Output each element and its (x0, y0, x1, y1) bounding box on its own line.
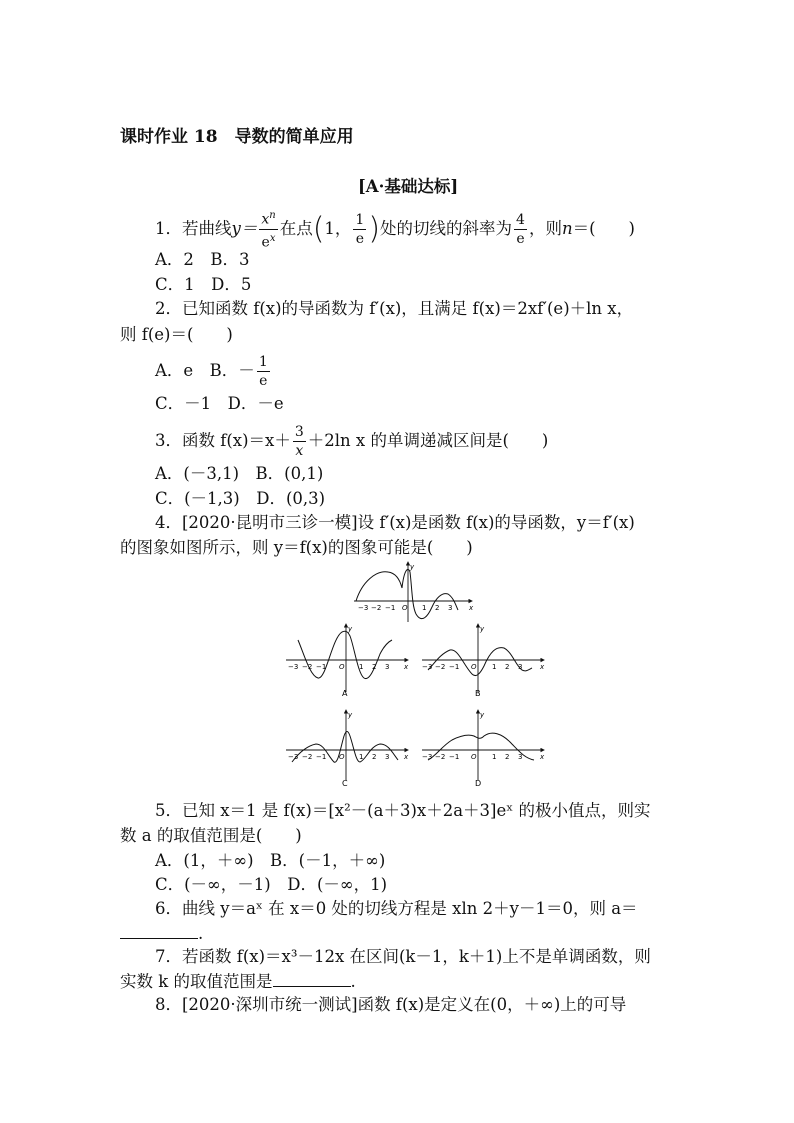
svg-text:3: 3 (385, 663, 390, 671)
svg-text:O: O (339, 753, 345, 761)
fraction-1-over-e: $\frac{1}{e}$ (258, 354, 268, 389)
svg-text:−3: −3 (288, 753, 299, 761)
question-4-line1: 4．[2020·昆明市三诊一模]设 f′(x)是函数 f(x)的导函数，y＝f′(x) (155, 513, 635, 532)
question-6-line2: . (120, 922, 203, 945)
svg-text:2: 2 (372, 753, 377, 761)
question-8-line1: 8．[2020·深圳市统一测试]函数 f(x)是定义在(0，＋∞)上的可导 (155, 995, 627, 1014)
svg-text:O: O (339, 663, 345, 671)
svg-text:−2: −2 (435, 663, 446, 671)
option-b-curve (428, 648, 532, 676)
question-7-line1: 7．若函数 f(x)＝x³－12x 在区间(k－1，k＋1)上不是单调函数，则 (155, 947, 651, 966)
page-title: 课时作业 18 导数的简单应用 (120, 127, 354, 147)
svg-text:−1: −1 (316, 753, 327, 761)
svg-text:O: O (402, 604, 408, 612)
option-d-graph[interactable] (422, 710, 545, 788)
svg-text:3: 3 (385, 753, 390, 761)
svg-text:−2: −2 (302, 753, 313, 761)
option-c-label: C (342, 779, 348, 788)
svg-text:x: x (404, 663, 409, 671)
option-b-graph[interactable] (422, 624, 545, 698)
q5-options-ab: A．(1，＋∞) B．(－1，＋∞) (155, 851, 386, 870)
svg-text:3: 3 (448, 604, 453, 612)
svg-text:O: O (471, 753, 477, 761)
question-5-line2: 数 a 的取值范围是( ) (120, 826, 302, 845)
q1-options-cd: C．1 D．5 (155, 275, 252, 294)
svg-text:y: y (480, 711, 485, 719)
svg-text:−1: −1 (449, 663, 460, 671)
question-5-line1: 5．已知 x＝1 是 f(x)＝[x²－(a＋3)x＋2a＋3]eˣ 的极小值点，则实 (155, 801, 651, 820)
question-4-line2: 的图象如图所示，则 y＝f(x)的图象可能是( ) (120, 538, 473, 557)
q7-answer-blank[interactable] (273, 970, 351, 987)
fraction-x-n-over-e-x: $\frac{x^n}{e^x}$ (259, 207, 277, 251)
svg-text:−1: −1 (316, 663, 327, 671)
svg-text:1: 1 (359, 753, 364, 761)
option-a-label: A (342, 689, 348, 698)
fraction-1-over-e: $\frac{1}{e}$ (355, 212, 365, 247)
q2-options-ab: A．e B．－ $\frac{1}{e}$ (155, 354, 268, 389)
option-c-graph[interactable] (286, 710, 409, 788)
svg-text:−3: −3 (422, 753, 433, 761)
fraction-3-over-x: $\frac{3}{x}$ (294, 424, 304, 459)
svg-text:1: 1 (359, 663, 364, 671)
svg-text:2: 2 (435, 604, 440, 612)
question-1: 1．若曲线y＝ $\frac{x^n}{e^x}$ 在点(1， $\frac{1}{e}$ )处的切线的斜率为 $\frac{4}{e}$ ，则n＝( ) (155, 206, 635, 252)
svg-text:x: x (540, 753, 545, 761)
svg-text:1: 1 (492, 753, 497, 761)
svg-text:y: y (348, 625, 353, 633)
svg-text:y: y (348, 711, 353, 719)
option-a-graph[interactable] (286, 624, 409, 698)
derivative-graph (354, 562, 474, 622)
svg-text:1: 1 (422, 604, 427, 612)
svg-text:y: y (410, 563, 415, 571)
svg-text:3: 3 (518, 753, 523, 761)
q3-options-ab: A．(－3,1) B．(0,1) (155, 464, 324, 483)
svg-text:O: O (471, 663, 477, 671)
svg-text:x: x (540, 663, 545, 671)
svg-text:x: x (469, 604, 474, 612)
svg-text:y: y (480, 625, 485, 633)
svg-text:−3: −3 (422, 663, 433, 671)
svg-text:3: 3 (518, 663, 523, 671)
q3-options-cd: C．(－1,3) D．(0,3) (155, 489, 326, 508)
option-a-curve (298, 631, 392, 678)
q1-options-ab: A．2 B．3 (155, 250, 250, 269)
svg-text:2: 2 (505, 663, 510, 671)
q2-options-cd: C．－1 D．－e (155, 394, 284, 413)
q5-options-cd: C．(－∞，－1) D．(－∞，1) (155, 875, 388, 894)
fraction-4-over-e: $\frac{4}{e}$ (516, 212, 525, 247)
question-3: 3．函数 f(x)＝x＋ $\frac{3}{x}$ ＋2ln x 的单调递减区间是( ) (155, 424, 549, 459)
question-2-line1: 2．已知函数 f(x)的导函数为 f′(x)，且满足 f(x)＝2xf′(e)＋ln x， (155, 299, 634, 318)
svg-text:1: 1 (492, 663, 497, 671)
section-heading: [A·基础达标] (358, 177, 459, 196)
svg-text:−1: −1 (385, 604, 396, 612)
question-6-line1: 6．曲线 y＝aˣ 在 x＝0 处的切线方程是 xln 2＋y－1＝0，则 a＝ (155, 899, 638, 918)
question-7-line2: 实数 k 的取值范围是 . (120, 972, 356, 991)
q6-answer-blank[interactable] (120, 922, 198, 939)
svg-text:−2: −2 (302, 663, 313, 671)
svg-text:x: x (404, 753, 409, 761)
svg-text:−1: −1 (449, 753, 460, 761)
svg-text:−3: −3 (288, 663, 299, 671)
option-d-label: D (475, 779, 482, 788)
svg-text:−2: −2 (371, 604, 382, 612)
question-2-line2: 则 f(e)＝( ) (120, 325, 233, 344)
svg-text:2: 2 (505, 753, 510, 761)
svg-text:−3: −3 (358, 604, 369, 612)
option-b-label: B (475, 689, 481, 698)
q4-graphs (280, 558, 550, 790)
svg-text:−2: −2 (435, 753, 446, 761)
svg-text:2: 2 (372, 663, 377, 671)
